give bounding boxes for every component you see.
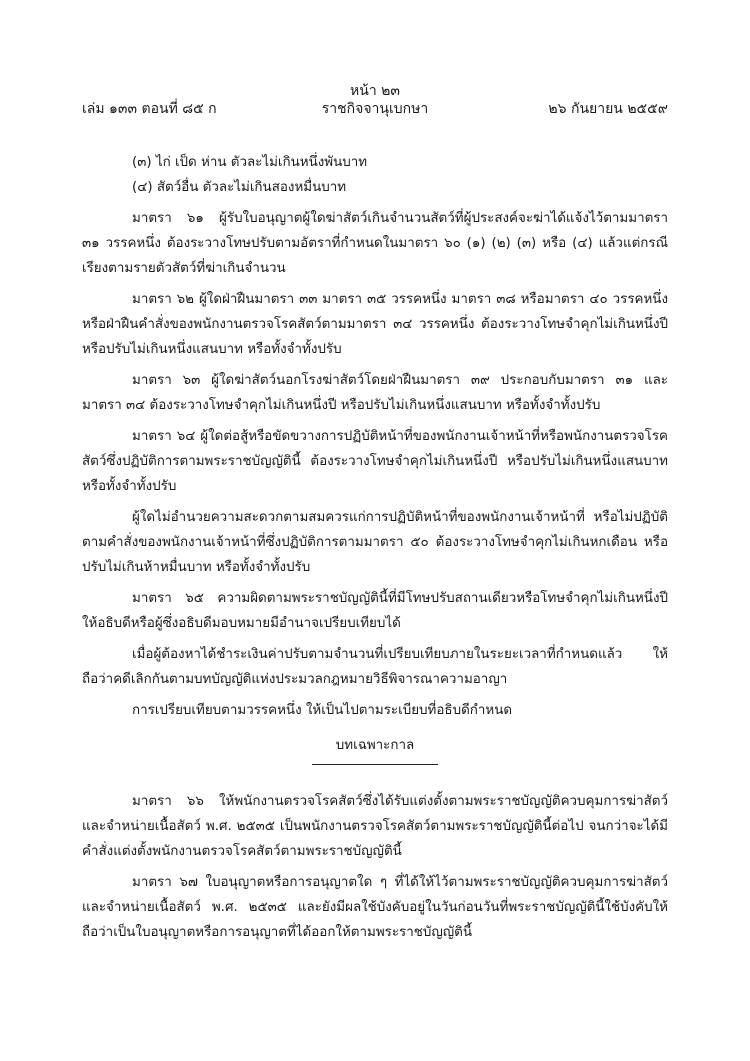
section-65-paragraph-2: เมื่อผู้ต้องหาได้ชำระเงินค่าปรับตามจำนวนที่เปรียบเทียบภายในระยะเวลาที่กำหนดแล้ว ให้ถือว่าคดีเลิกกันตามบทบัญญัติแห่งประมวลกฎหมายวิธีพิจารณาความอาญา — [82, 647, 668, 687]
document-body — [82, 150, 668, 945]
section-66: มาตรา ๖๖ ให้พนักงานตรวจโรคสัตว์ซึ่งได้รับแต่งตั้งตามพระราชบัญญัติควบคุมการฆ่าสัตว์และจำหน่ายเนื้อสัตว์ พ.ศ. ๒๕๓๕ เป็นพนักงานตรวจโรคสัตว์ตามพระราชบัญญัตินี้ต่อไป จนกว่าจะได้มีคำสั่งแต่งตั้งพนักงานตรวจโรคสัตว์ตามพระราชบัญญัตินี้ — [82, 794, 668, 859]
publication-date: ๒๖ กันยายน ๒๕๕๙ — [548, 101, 668, 117]
gazette-title: ราชกิจจานุเบกษา — [321, 101, 429, 117]
gazette-header — [82, 98, 668, 118]
section-64-paragraph-2: ผู้ใดไม่อำนวยความสะดวกตามสมควรแก่การปฏิบัติหน้าที่ของพนักงานเจ้าหน้าที่ หรือไม่ปฏิบัติตามคำสั่งของพนักงานเจ้าหน้าที่ซึ่งปฏิบัติการตามมาตรา ๕๐ ต้องระวางโทษจำคุกไม่เกินหกเดือน หรือปรับไม่เกินห้าหมื่นบาท หรือทั้งจำทั้งปรับ — [82, 510, 668, 575]
section-63: มาตรา ๖๓ ผู้ใดฆ่าสัตว์นอกโรงฆ่าสัตว์โดยฝ่าฝืนมาตรา ๓๙ ประกอบกับมาตรา ๓๑ และมาตรา ๓๔ ต้องระวางโทษจำคุกไม่เกินหนึ่งปี หรือปรับไม่เกินหนึ่งแสนบาท หรือทั้งจำทั้งปรับ — [82, 373, 668, 413]
volume-issue: เล่ม ๑๓๓ ตอนที่ ๘๕ ก — [82, 101, 217, 117]
paragraph-item-4: (๔) สัตว์อื่น ตัวละไม่เกินสองหมื่นบาท — [132, 180, 347, 195]
section-65: มาตรา ๖๕ ความผิดตามพระราชบัญญัตินี้ที่มีโทษปรับสถานเดียวหรือโทษจำคุกไม่เกินหนึ่งปี ให้อธิบดีหรือผู้ซึ่งอธิบดีมอบหมายมีอำนาจเปรียบเทียบได้ — [82, 591, 668, 631]
title-underline — [312, 764, 438, 765]
section-65-paragraph-3: การเปรียบเทียบตามวรรคหนึ่ง ให้เป็นไปตามระเบียบที่อธิบดีกำหนด — [132, 703, 513, 718]
page-number: หน้า ๒๓ — [350, 83, 400, 99]
section-67: มาตรา ๖๗ ใบอนุญาตหรือการอนุญาตใด ๆ ที่ได้ให้ไว้ตามพระราชบัญญัติควบคุมการฆ่าสัตว์และจำหน่ายเนื้อสัตว์ พ.ศ. ๒๕๓๕ และยังมีผลใช้บังคับอยู่ในวันก่อนวันที่พระราชบัญญัตินี้ใช้บังคับให้ถือว่าเป็นใบอนุญาตหรือการอนุญาตที่ได้ออกให้ตามพระราชบัญญัตินี้ — [82, 875, 668, 940]
transitional-provisions-title: บทเฉพาะกาล — [335, 738, 415, 753]
section-62: มาตรา ๖๒ ผู้ใดฝ่าฝืนมาตรา ๓๓ มาตรา ๓๕ วรรคหนึ่ง มาตรา ๓๘ หรือมาตรา ๔๐ วรรคหนึ่ง หรือฝ่าฝืนคำสั่งของพนักงานตรวจโรคสัตว์ตามมาตรา ๓๔ วรรคหนึ่ง ต้องระวางโทษจำคุกไม่เกินหนึ่งปี หรือปรับไม่เกินหนึ่งแสนบาท หรือทั้งจำทั้งปรับ — [82, 292, 668, 357]
paragraph-item-3: (๓) ไก่ เป็ด ห่าน ตัวละไม่เกินหนึ่งพันบาท — [132, 155, 368, 170]
section-61: มาตรา ๖๑ ผู้รับใบอนุญาตผู้ใดฆ่าสัตว์เกินจำนวนสัตว์ที่ผู้ประสงค์จะฆ่าได้แจ้งไว้ตามมาตรา ๓๑ วรรคหนึ่ง ต้องระวางโทษปรับตามอัตราที่กำหนดในมาตรา ๖๐ (๑) (๒) (๓) หรือ (๔) แล้วแต่กรณี เรียงตามรายตัวสัตว์ที่ฆ่าเกินจำนวน — [82, 211, 668, 276]
section-64: มาตรา ๖๔ ผู้ใดต่อสู้หรือขัดขวางการปฏิบัติหน้าที่ของพนักงานเจ้าหน้าที่หรือพนักงานตรวจโรคสัตว์ซึ่งปฏิบัติการตามพระราชบัญญัตินี้ ต้องระวางโทษจำคุกไม่เกินหนึ่งปี หรือปรับไม่เกินหนึ่งแสนบาท หรือทั้งจำทั้งปรับ — [82, 429, 668, 494]
